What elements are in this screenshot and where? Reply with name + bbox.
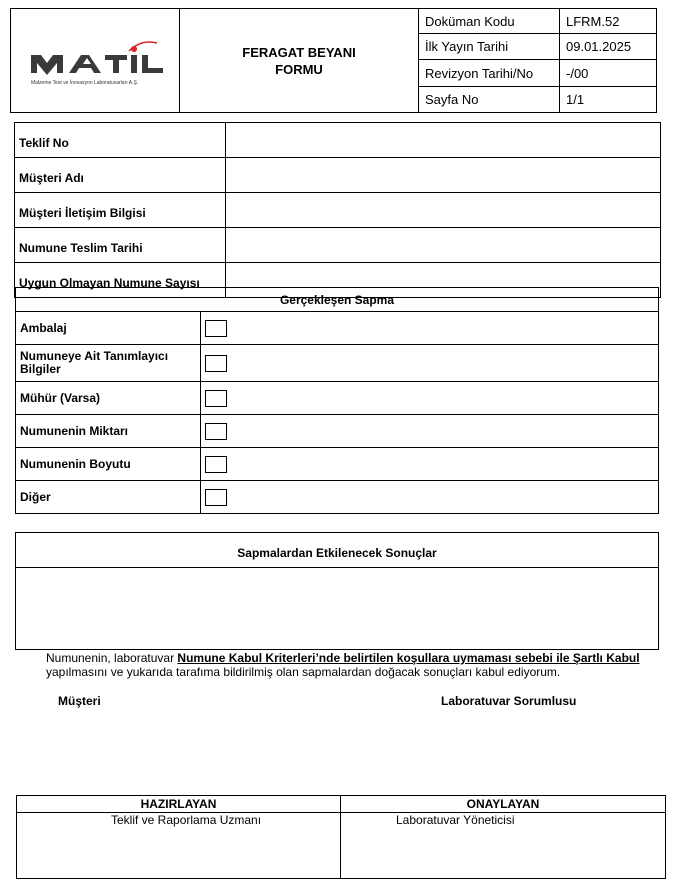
statement-bold: Numune Kabul Kriterleri’nde belirtilen koşullara uymaması sebebi ile Şartlı Kabul xyxy=(177,651,640,665)
deviation-label: Mühür (Varsa) xyxy=(16,382,201,415)
meta-label: Doküman Kodu xyxy=(419,9,560,34)
meta-label: İlk Yayın Tarihi xyxy=(419,34,560,60)
deviation-row xyxy=(16,448,659,481)
meta-label: Revizyon Tarihi/No xyxy=(419,60,560,86)
deviation-checkbox[interactable] xyxy=(205,390,227,407)
form-title-line1: FERAGAT BEYANI xyxy=(242,44,356,60)
declaration-statement xyxy=(46,651,646,679)
meta-value: 1/1 xyxy=(560,86,657,112)
form-title xyxy=(180,9,419,113)
customer-signature-label: Müşteri xyxy=(58,694,101,708)
info-row xyxy=(15,193,661,228)
form-title-line2: FORMU xyxy=(275,61,323,77)
meta-label: Sayfa No xyxy=(419,86,560,112)
info-row xyxy=(15,123,661,158)
statement-part2: yapılmasını ve yukarıda tarafıma bildirilmiş olan sapmalardan doğacak sonuçları kabul ediyorum. xyxy=(46,665,561,679)
deviation-label: Numunenin Miktarı xyxy=(16,415,201,448)
field-label: Uygun Olmayan Numune Sayısı xyxy=(15,263,226,298)
field-value[interactable] xyxy=(226,193,661,228)
deviation-checkbox[interactable] xyxy=(205,456,227,473)
consequences-text[interactable] xyxy=(16,568,658,650)
logo-subtitle: Malzeme Test ve İnovasyon Laboratuvarları A.Ş. xyxy=(31,80,139,86)
consequences-box xyxy=(15,532,659,650)
info-table xyxy=(14,122,661,298)
deviation-row xyxy=(16,312,659,345)
deviation-row xyxy=(16,415,659,448)
deviation-row xyxy=(16,382,659,415)
field-value[interactable] xyxy=(226,123,661,158)
deviation-checkbox[interactable] xyxy=(205,489,227,506)
deviation-label: Numuneye Ait Tanımlayıcı Bilgiler xyxy=(16,345,201,382)
deviation-checkbox[interactable] xyxy=(205,423,227,440)
info-row xyxy=(15,228,661,263)
field-value[interactable] xyxy=(226,158,661,193)
matil-logo xyxy=(11,9,177,109)
deviation-checkbox[interactable] xyxy=(205,355,227,372)
prepared-heading: HAZIRLAYAN xyxy=(17,796,341,813)
deviation-checkbox[interactable] xyxy=(205,320,227,337)
deviation-row xyxy=(16,481,659,514)
deviation-row xyxy=(16,345,659,382)
deviation-heading: Gerçekleşen Sapma xyxy=(16,288,659,312)
logo-cell xyxy=(11,9,180,113)
approved-role: Laboratuvar Yöneticisi xyxy=(341,813,666,879)
lab-signature-label: Laboratuvar Sorumlusu xyxy=(441,694,577,708)
field-value[interactable] xyxy=(226,228,661,263)
info-row xyxy=(15,158,661,193)
document-header xyxy=(10,8,657,113)
field-label: Numune Teslim Tarihi xyxy=(15,228,226,263)
deviation-label: Ambalaj xyxy=(16,312,201,345)
deviation-label: Diğer xyxy=(16,481,201,514)
meta-value: LFRM.52 xyxy=(560,9,657,34)
approved-heading: ONAYLAYAN xyxy=(341,796,666,813)
field-label: Teklif No xyxy=(15,123,226,158)
deviation-label: Numunenin Boyutu xyxy=(16,448,201,481)
meta-value: 09.01.2025 xyxy=(560,34,657,60)
approval-table xyxy=(16,795,666,879)
field-label: Müşteri İletişim Bilgisi xyxy=(15,193,226,228)
meta-value: -/00 xyxy=(560,60,657,86)
prepared-role: Teklif ve Raporlama Uzmanı xyxy=(17,813,341,879)
field-label: Müşteri Adı xyxy=(15,158,226,193)
deviation-table xyxy=(15,287,659,514)
statement-part1: Numunenin, laboratuvar xyxy=(46,651,178,665)
consequences-heading: Sapmalardan Etkilenecek Sonuçlar xyxy=(16,533,658,568)
